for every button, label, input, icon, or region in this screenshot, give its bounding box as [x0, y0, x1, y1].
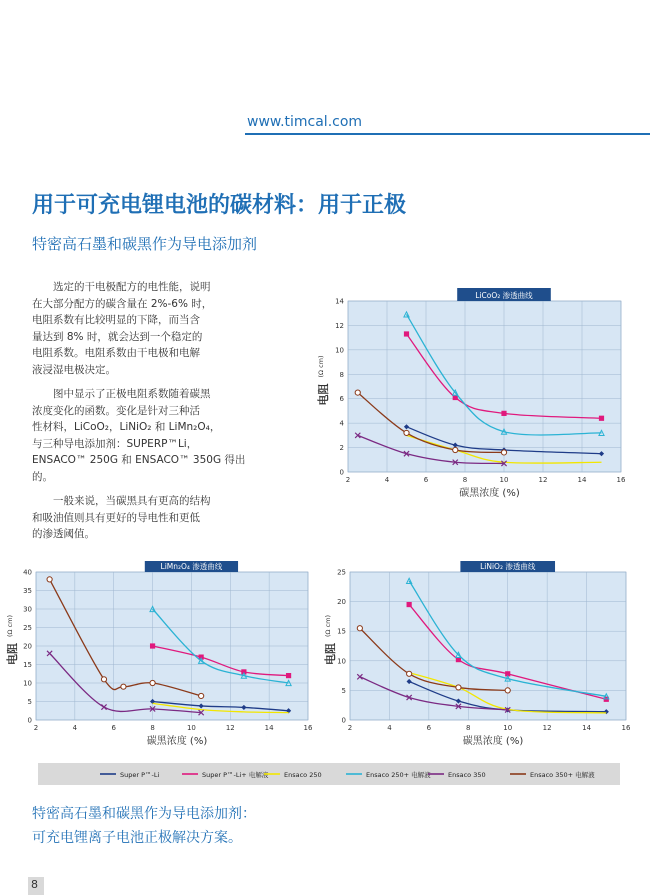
- paragraph-line: 选定的干电极配方的电性能，说明: [53, 281, 211, 293]
- data-point: [355, 390, 360, 395]
- chart-title: LiMn₂O₄ 渗透曲线: [160, 562, 223, 571]
- chart-linio2: [320, 560, 638, 750]
- x-tick-label: 6: [423, 476, 429, 484]
- x-tick-label: 16: [621, 724, 631, 732]
- paragraph-line: 浓度变化的函数。变化是针对三种活: [32, 404, 200, 417]
- paragraph-line: 的。: [32, 470, 53, 483]
- paragraph-line: 在大部分配方的碳含量在 2%-6% 时，: [32, 297, 213, 310]
- paragraph-line: ENSACO™ 250G 和 ENSACO™ 350G 得出: [32, 454, 246, 466]
- y-tick-label: 0: [27, 716, 32, 725]
- data-point: [150, 680, 155, 685]
- y-axis-unit: (Ω cm): [317, 355, 325, 378]
- y-tick-label: 15: [337, 627, 346, 636]
- page-subtitle: 特密高石墨和碳黑作为导电添加剂: [32, 235, 258, 253]
- data-point: [456, 685, 461, 690]
- paragraph-line: 的渗透阈值。: [32, 528, 95, 540]
- data-point: [599, 416, 604, 421]
- page-number: 8: [31, 878, 38, 891]
- x-tick-label: 10: [186, 724, 196, 732]
- x-tick-label: 16: [616, 476, 626, 484]
- data-point: [453, 447, 458, 452]
- x-tick-label: 12: [225, 724, 235, 732]
- legend-svg: [38, 763, 620, 785]
- y-tick-label: 20: [23, 642, 32, 651]
- legend-label: Super P™-Li: [120, 771, 160, 779]
- chart-legend: [38, 763, 620, 785]
- x-tick-label: 6: [111, 724, 116, 732]
- data-point: [150, 643, 155, 648]
- y-axis-label: 电阻: [6, 643, 19, 665]
- chart-linio2-svg: [320, 560, 638, 750]
- data-point: [404, 430, 409, 435]
- x-tick-label: 14: [264, 724, 274, 732]
- x-tick-label: 2: [33, 724, 39, 732]
- chart-licoo2: [313, 287, 633, 502]
- paragraph-line: 性材料，LiCoO₂，LiNiO₂ 和 LiMn₂O₄，: [32, 421, 221, 433]
- header-rule: [245, 133, 650, 135]
- legend-label: Super P™-Li+ 电解液: [202, 771, 269, 779]
- plot-area: [350, 572, 626, 720]
- y-tick-label: 14: [335, 297, 344, 306]
- y-axis-unit: (Ω cm): [324, 614, 332, 638]
- y-tick-label: 8: [339, 370, 344, 379]
- data-point: [199, 693, 204, 698]
- closing-line: 特密高石墨和碳黑作为导电添加剂：: [32, 806, 256, 822]
- x-tick-label: 14: [577, 476, 587, 484]
- plot-area: [348, 301, 621, 472]
- y-axis-label: 电阻: [324, 643, 337, 665]
- y-tick-label: 0: [339, 468, 344, 477]
- data-point: [505, 688, 510, 693]
- x-tick-label: 14: [582, 724, 592, 732]
- paragraph-line: 电阻系数有比较明显的下降，而当含: [32, 314, 200, 326]
- x-tick-label: 10: [503, 724, 513, 732]
- y-tick-label: 20: [337, 598, 346, 607]
- paragraph-line: 电阻系数。电阻系数由干电极和电解: [32, 347, 200, 359]
- legend-label: Ensaco 350: [448, 771, 486, 779]
- website-url[interactable]: www.timcal.com: [247, 114, 363, 130]
- x-axis-label: 碳黑浓度 (%): [459, 488, 520, 499]
- chart-title: LiNiO₂ 渗透曲线: [480, 562, 536, 571]
- x-axis-label: 碳黑浓度 (%): [146, 736, 208, 747]
- y-axis-label: 电阻: [317, 383, 330, 406]
- paragraph-line: 液浸湿电极决定。: [32, 363, 116, 376]
- chart-limn2o4-svg: [2, 560, 320, 750]
- x-tick-label: 16: [303, 724, 313, 732]
- y-tick-label: 25: [23, 624, 32, 632]
- x-tick-label: 4: [387, 724, 392, 732]
- data-point: [286, 673, 291, 678]
- chart-title: LiCoO₂ 渗透曲线: [475, 291, 533, 300]
- legend-label: Ensaco 250+ 电解液: [366, 771, 431, 779]
- data-point: [501, 411, 506, 416]
- y-tick-label: 12: [335, 321, 344, 330]
- y-tick-label: 0: [341, 716, 346, 725]
- y-tick-label: 40: [23, 568, 32, 577]
- paragraph-line: 和吸油值则具有更好的导电性和更低: [32, 511, 200, 524]
- x-axis-label: 碳黑浓度 (%): [462, 736, 524, 747]
- chart-licoo2-svg: [313, 287, 633, 502]
- x-tick-label: 12: [538, 476, 548, 484]
- x-tick-label: 10: [499, 476, 509, 484]
- y-axis-unit: (Ω cm): [6, 614, 14, 638]
- x-tick-label: 4: [384, 476, 390, 484]
- legend-label: Ensaco 250: [284, 771, 322, 779]
- chart-limn2o4: [2, 560, 320, 750]
- closing-text: [32, 802, 256, 850]
- y-tick-label: 35: [23, 587, 32, 595]
- y-tick-label: 30: [23, 605, 32, 614]
- y-tick-label: 15: [23, 661, 32, 669]
- x-tick-label: 4: [72, 724, 78, 732]
- paragraph-line: 图中显示了正极电阻系数随着碳黑: [53, 388, 211, 400]
- x-tick-label: 8: [462, 476, 468, 484]
- x-tick-label: 2: [347, 724, 353, 732]
- x-tick-label: 8: [150, 724, 155, 732]
- y-tick-label: 10: [337, 657, 346, 666]
- paragraph-3: [32, 493, 247, 543]
- y-tick-label: 10: [23, 679, 32, 688]
- paragraph-line: 一般来说，当碳黑具有更高的结构: [53, 495, 211, 507]
- data-point: [121, 684, 126, 689]
- x-tick-label: 6: [426, 724, 432, 732]
- y-tick-label: 6: [339, 395, 344, 404]
- paragraph-line: 与三种导电添加剂：SUPERP™Li，: [32, 437, 198, 450]
- paragraph-1: [32, 279, 247, 378]
- y-tick-label: 5: [341, 686, 346, 695]
- data-point: [404, 331, 409, 336]
- data-point: [501, 450, 506, 455]
- x-tick-label: 12: [542, 724, 552, 732]
- y-tick-label: 25: [337, 568, 346, 577]
- data-point: [407, 602, 412, 607]
- y-tick-label: 4: [339, 419, 344, 428]
- y-tick-label: 10: [335, 346, 344, 355]
- data-point: [47, 577, 52, 582]
- y-tick-label: 5: [27, 698, 32, 706]
- x-tick-label: 8: [466, 724, 471, 732]
- paragraph-2: [32, 386, 247, 485]
- paragraph-line: 量达到 8% 时，就会达到一个稳定的: [32, 330, 203, 343]
- page-title: 用于可充电锂电池的碳材料：用于正极: [32, 193, 407, 218]
- closing-line: 可充电锂离子电池正极解决方案。: [32, 830, 242, 846]
- y-tick-label: 2: [339, 444, 344, 453]
- x-tick-label: 2: [345, 476, 351, 484]
- data-point: [101, 677, 106, 682]
- data-point: [357, 626, 362, 631]
- data-point: [407, 671, 412, 676]
- legend-label: Ensaco 350+ 电解液: [530, 771, 595, 779]
